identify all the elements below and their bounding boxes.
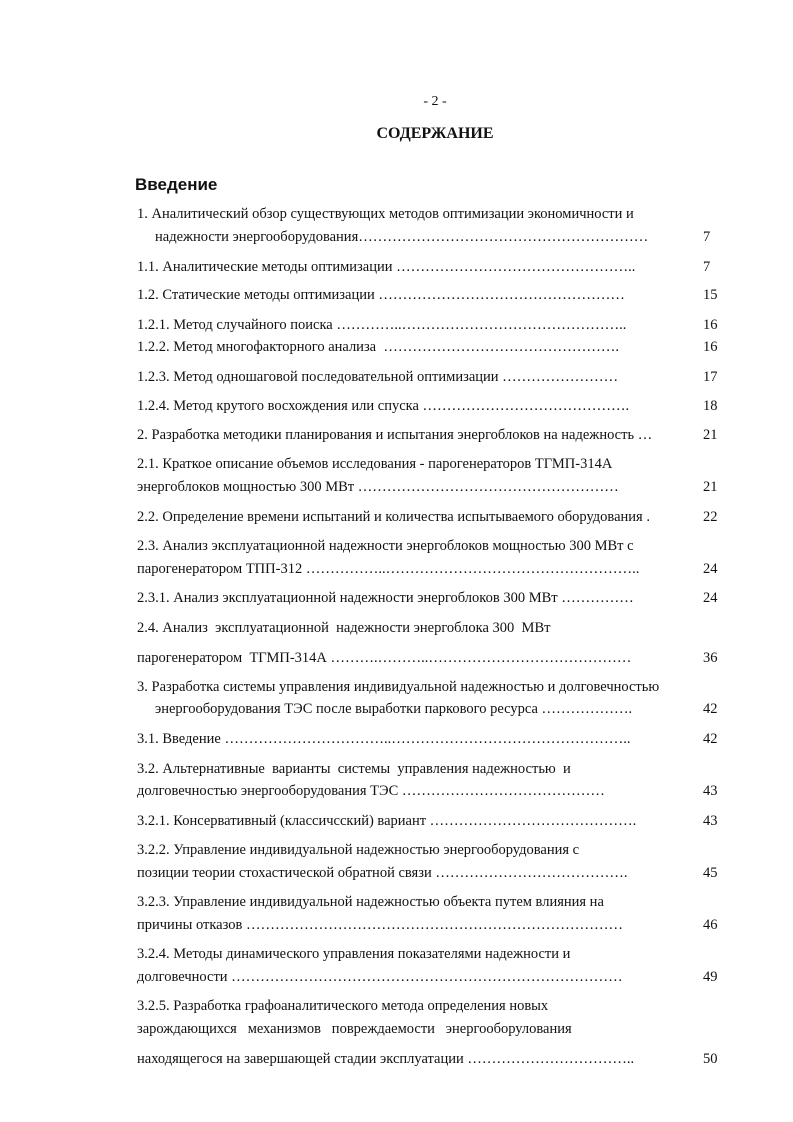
toc-line: 1.2.4. Метод крутого восхождения или спуска ……………………………………. xyxy=(137,398,630,414)
page-title: СОДЕРЖАНИЕ xyxy=(376,125,494,142)
page-number: - 2 - xyxy=(423,94,447,109)
toc-line: 1.1. Аналитические методы оптимизации ………………………………………….. xyxy=(137,259,636,275)
toc-line: энергооборудования ТЭС после выработки паркового ресурса ………………. xyxy=(155,701,633,717)
toc-line: надежности энергооборудования…………………………………………………… xyxy=(155,229,649,245)
toc-page-number: 43 xyxy=(703,783,718,799)
toc-page-number: 16 xyxy=(703,339,718,355)
toc-line: энергоблоков мощностью 300 МВт ……………………………………………… xyxy=(137,479,619,495)
toc-line: 2.2. Определение времени испытаний и количества испытываемого оборудования . xyxy=(137,509,650,525)
toc-line: 3. Разработка системы управления индивидуальной надежностью и долговечностью xyxy=(137,679,660,695)
toc-line: позиции теории стохастической обратной связи …………………………………. xyxy=(137,865,628,881)
toc-page-number: 42 xyxy=(703,731,718,747)
toc-line: парогенератором ТГМП-314А ……….………..…………………………………… xyxy=(137,650,632,666)
toc-page-number: 50 xyxy=(703,1051,718,1067)
toc-page-number: 21 xyxy=(703,427,718,443)
toc-line: 1.2. Статические методы оптимизации …………………………………………… xyxy=(137,287,625,303)
toc-line: 1. Аналитический обзор существующих методов оптимизации экономичности и xyxy=(137,206,634,222)
toc-page-number: 43 xyxy=(703,813,718,829)
intro-heading: Введение xyxy=(135,175,218,194)
toc-page-number: 18 xyxy=(703,398,718,414)
toc-line: находящегося на завершающей стадии эксплуатации …………………………….. xyxy=(137,1051,635,1067)
toc-page-number: 24 xyxy=(703,561,718,577)
toc-line: 1.2.2. Метод многофакторного анализа …………………………………………. xyxy=(137,339,619,355)
toc-line: 3.2. Альтернативные варианты системы управления надежностью и xyxy=(137,761,571,777)
toc-line: 3.1. Введение ……………………………..………………………………………….. xyxy=(137,731,631,747)
toc-page-number: 7 xyxy=(703,259,711,275)
toc-line: 3.2.4. Методы динамического управления показателями надежности и xyxy=(137,946,571,962)
toc-line: 3.2.5. Разработка графоаналитического метода определения новых xyxy=(137,998,549,1014)
toc-line: зарождающихся механизмов повреждаемости энергооборулования xyxy=(137,1021,572,1037)
toc-page-number: 45 xyxy=(703,865,718,881)
toc-page-number: 15 xyxy=(703,287,718,303)
toc-page-number: 21 xyxy=(703,479,718,495)
toc-page-number: 24 xyxy=(703,590,718,606)
toc-line: 2.1. Краткое описание объемов исследования - парогенераторов ТГМП-314А xyxy=(137,456,613,472)
toc-page-number: 16 xyxy=(703,317,718,333)
toc-line: 3.2.3. Управление индивидуальной надежностью объекта путем влияния на xyxy=(137,894,604,910)
toc-line: 2.3. Анализ эксплуатационной надежности энергоблоков мощностью 300 МВт с xyxy=(137,538,634,554)
toc-line: 2.4. Анализ эксплуатационной надежности энергоблока 300 МВт xyxy=(137,620,551,636)
toc-line: 1.2.1. Метод случайного поиска …………..……………………………………….. xyxy=(137,317,627,333)
toc-page-number: 46 xyxy=(703,917,718,933)
toc-page-number: 36 xyxy=(703,650,718,666)
toc-line: 3.2.1. Консервативный (классичсский) вариант ……………………………………. xyxy=(137,813,637,829)
toc-page-number: 17 xyxy=(703,369,718,385)
toc-line: парогенератором ТПП-312 ……………..…………………………………………….. xyxy=(137,561,640,577)
toc-line: 2.3.1. Анализ эксплуатационной надежности энергоблоков 300 МВт …………… xyxy=(137,590,634,606)
toc-page-number: 22 xyxy=(703,509,718,525)
toc-line: 3.2.2. Управление индивидуальной надежностью энергооборудования с xyxy=(137,842,580,858)
toc-line: причины отказов …………………………………………………………………… xyxy=(137,917,623,933)
toc-line: долговечностью энергооборудования ТЭС …………………………………… xyxy=(137,783,605,799)
toc-page-number: 49 xyxy=(703,969,718,985)
toc-line: долговечности ……………………………………………………………………… xyxy=(137,969,623,985)
toc-line: 1.2.3. Метод одношаговой последовательной оптимизации …………………… xyxy=(137,369,619,385)
toc-page-number: 7 xyxy=(703,229,711,245)
toc-line: 2. Разработка методики планирования и испытания энергоблоков на надежность … xyxy=(137,427,653,443)
toc-page-number: 42 xyxy=(703,701,718,717)
